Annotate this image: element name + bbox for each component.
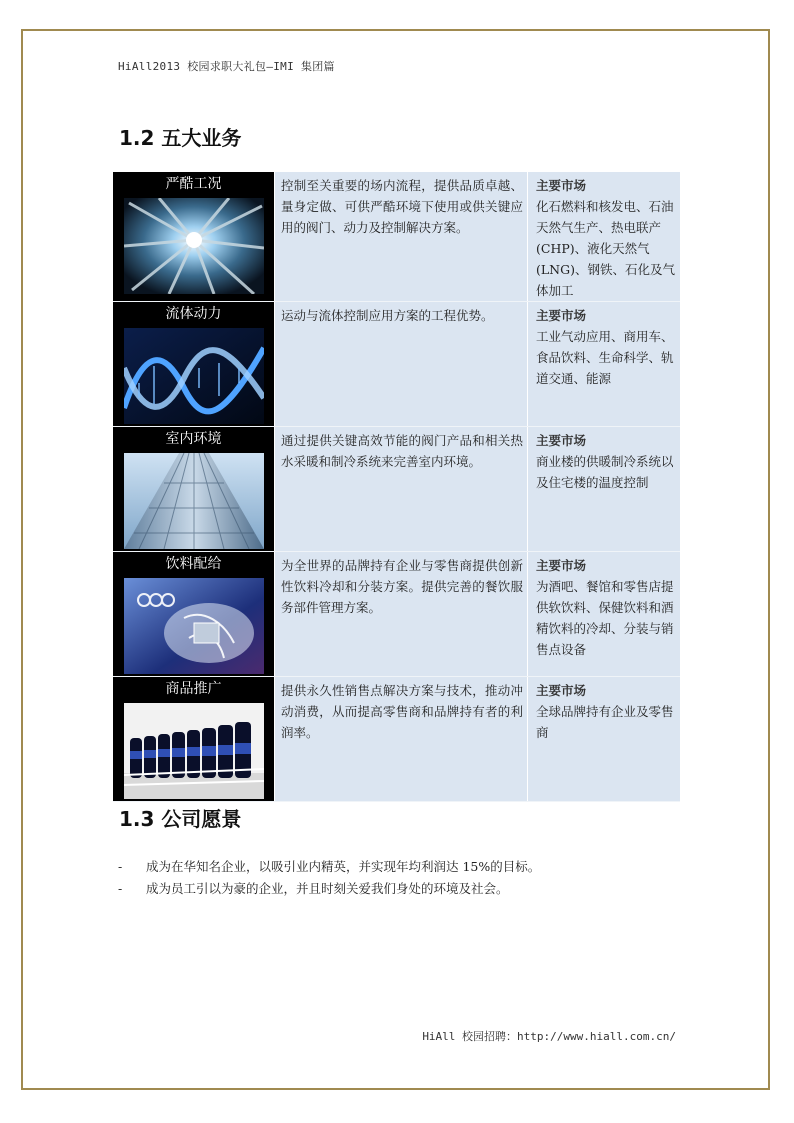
market-label: 主要市场 xyxy=(536,433,587,448)
business-description-cell xyxy=(275,677,528,802)
market-label: 主要市场 xyxy=(536,683,587,698)
business-description: 控制至关重要的场内流程，提供品质卓越、量身定做、可供严酷环境下使用或供关键应用的阀门、动力及控制解决方案。 xyxy=(281,178,523,235)
business-row xyxy=(113,427,680,552)
business-row xyxy=(113,677,680,802)
page-header: HiAll2013 校园求职大礼包—IMI 集团篇 xyxy=(118,60,335,73)
list-dash: - xyxy=(118,881,123,896)
list-dash: - xyxy=(118,859,123,874)
market-text: 工业气动应用、商用车、食品饮料、生命科学、轨道交通、能源 xyxy=(536,329,674,386)
market-text: 全球品牌持有企业及零售商 xyxy=(536,704,674,740)
business-market-cell xyxy=(528,302,681,427)
section-title-vision: 1.3 公司愿景 xyxy=(119,807,242,831)
vision-list xyxy=(118,856,540,900)
pipe-tunnel-image xyxy=(124,198,264,294)
business-image-cell xyxy=(113,302,275,427)
list-item xyxy=(118,878,540,900)
business-market-cell xyxy=(528,172,681,302)
list-item xyxy=(118,856,540,878)
business-description-cell xyxy=(275,552,528,677)
business-image-cell xyxy=(113,172,275,302)
business-row xyxy=(113,172,680,302)
business-market-cell xyxy=(528,427,681,552)
business-description: 运动与流体控制应用方案的工程优势。 xyxy=(281,308,494,323)
dna-helix-image xyxy=(124,328,264,424)
business-name: 饮料配给 xyxy=(165,556,222,572)
page-footer: HiAll 校园招聘：http://www.hiall.com.cn/ xyxy=(422,1030,676,1043)
business-description: 为全世界的品牌持有企业与零售商提供创新性饮料冷却和分装方案。提供完善的餐饮服务部件管理方案。 xyxy=(281,558,523,615)
business-description: 提供永久性销售点解决方案与技术，推动冲动消费，从而提高零售商和品牌持有者的利润率。 xyxy=(281,683,523,740)
business-description: 通过提供关键高效节能的阀门产品和相关热水采暖和制冷系统来完善室内环境。 xyxy=(281,433,523,469)
market-text: 化石燃料和核发电、石油天然气生产、热电联产(CHP)、液化天然气(LNG)、钢铁、石化及气体加工 xyxy=(536,199,675,298)
business-table xyxy=(113,172,680,802)
market-text: 为酒吧、餐馆和零售店提供软饮料、保健饮料和酒精饮料的冷却、分装与销售点设备 xyxy=(536,579,674,657)
skyscraper-image xyxy=(124,453,264,549)
vision-text: 成为在华知名企业，以吸引业内精英，并实现年均利润达 15%的目标。 xyxy=(146,859,541,874)
market-label: 主要市场 xyxy=(536,558,587,573)
beverage-equipment-image xyxy=(124,578,264,674)
business-row xyxy=(113,552,680,677)
business-name: 严酷工况 xyxy=(165,176,222,192)
market-label: 主要市场 xyxy=(536,178,587,193)
vision-text: 成为员工引以为豪的企业，并且时刻关爱我们身处的环境及社会。 xyxy=(146,881,509,896)
business-market-cell xyxy=(528,552,681,677)
business-name: 流体动力 xyxy=(165,306,222,322)
business-description-cell xyxy=(275,302,528,427)
business-image-cell xyxy=(113,677,275,802)
business-row xyxy=(113,302,680,427)
business-description-cell xyxy=(275,427,528,552)
business-image-cell xyxy=(113,427,275,552)
business-description-cell xyxy=(275,172,528,302)
market-text: 商业楼的供暖制冷系统以及住宅楼的温度控制 xyxy=(536,454,674,490)
business-name: 商品推广 xyxy=(165,681,222,697)
business-name: 室内环境 xyxy=(165,431,222,447)
product-display-image xyxy=(124,703,264,799)
section-title-business: 1.2 五大业务 xyxy=(119,126,242,150)
market-label: 主要市场 xyxy=(536,308,587,323)
business-market-cell xyxy=(528,677,681,802)
business-image-cell xyxy=(113,552,275,677)
